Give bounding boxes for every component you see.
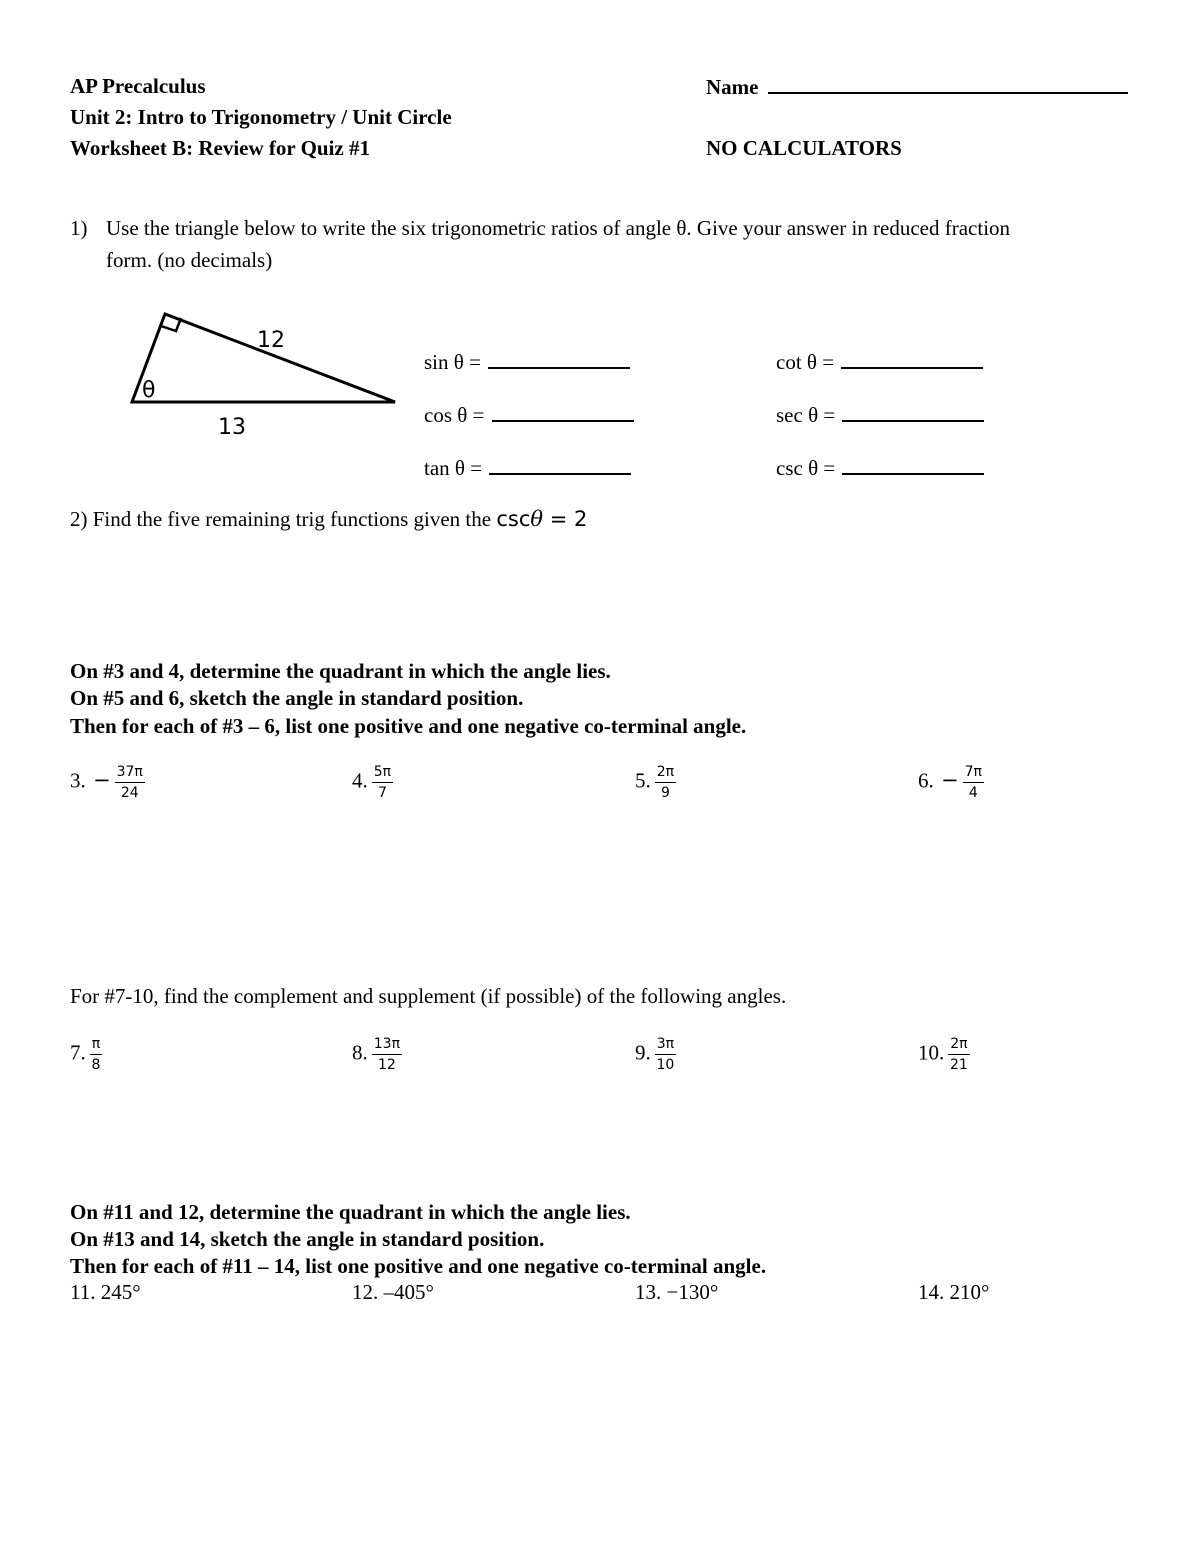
problem-3-fraction — [115, 765, 145, 800]
problem-6-sign: − — [941, 768, 959, 793]
problem-10 — [918, 1037, 970, 1072]
sec3-instruction-3: Then for each of #11 – 14, list one positive and one negative co-terminal angle. — [70, 1254, 767, 1278]
problem-6-label: 6. — [918, 768, 934, 793]
sec1-instruction-1: On #3 and 4, determine the quadrant in which the angle lies. — [70, 659, 611, 683]
ratio-cot-label: cot θ = — [776, 350, 835, 374]
problem-3-numerator: 37π — [115, 765, 145, 783]
ratio-sec-answer-line[interactable] — [842, 402, 984, 422]
problem-9-numerator: 3π — [655, 1037, 676, 1055]
ratio-tan[interactable] — [424, 455, 631, 481]
problem-13: 13. −130° — [635, 1280, 719, 1304]
problem-8 — [352, 1037, 402, 1072]
q2-text — [70, 507, 587, 532]
problem-4 — [352, 765, 393, 800]
ratio-sin-label: sin θ = — [424, 350, 481, 374]
problem-10-fraction — [948, 1037, 969, 1072]
ratio-tan-label: tan θ = — [424, 456, 483, 480]
problem-11: 11. 245° — [70, 1280, 141, 1304]
q1-text-line1: Use the triangle below to write the six trigonometric ratios of angle θ. Give your answer in reduced fraction — [106, 216, 1011, 240]
problem-6-denominator: 4 — [968, 785, 978, 801]
worksheet-title: Worksheet B: Review for Quiz #1 — [70, 136, 370, 160]
problem-6 — [918, 765, 984, 800]
problem-14: 14. 210° — [918, 1280, 990, 1304]
problem-4-label: 4. — [352, 768, 368, 793]
q1-number: 1) — [70, 216, 88, 240]
ratio-sin-answer-line[interactable] — [488, 349, 630, 369]
problem-5-numerator: 2π — [655, 765, 676, 783]
ratio-tan-answer-line[interactable] — [489, 455, 631, 475]
ratio-csc-label: csc θ = — [776, 456, 836, 480]
ratio-sec-label: sec θ = — [776, 403, 836, 427]
q2-math-rest: = 2 — [543, 507, 588, 531]
problem-10-label: 10. — [918, 1040, 945, 1065]
problem-3-label: 3. — [70, 768, 86, 793]
problem-8-label: 8. — [352, 1040, 368, 1065]
problem-7-fraction — [90, 1037, 102, 1072]
problem-9-fraction — [655, 1037, 676, 1072]
q2-text-body: 2) Find the five remaining trig functions given the — [70, 507, 497, 531]
problem-5-denominator: 9 — [660, 785, 670, 801]
problem-7 — [70, 1037, 102, 1072]
problem-10-denominator: 21 — [950, 1057, 968, 1073]
problem-10-numerator: 2π — [948, 1037, 969, 1055]
ratio-cos-answer-line[interactable] — [492, 402, 634, 422]
problem-9-denominator: 10 — [656, 1057, 675, 1073]
problem-6-fraction — [963, 765, 984, 800]
problem-9-label: 9. — [635, 1040, 651, 1065]
q1-text-line2: form. (no decimals) — [106, 248, 273, 272]
problem-12: 12. –405° — [352, 1280, 434, 1304]
problem-8-denominator: 12 — [377, 1057, 396, 1073]
problem-5-label: 5. — [635, 768, 651, 793]
no-calculators-note: NO CALCULATORS — [706, 136, 902, 160]
sec2-instruction: For #7-10, find the complement and supplement (if possible) of the following angles. — [70, 984, 787, 1008]
ratio-sin[interactable] — [424, 349, 630, 375]
problem-7-numerator: π — [90, 1037, 102, 1055]
sec1-instruction-2: On #5 and 6, sketch the angle in standard position. — [70, 686, 524, 710]
ratio-csc-answer-line[interactable] — [842, 455, 984, 475]
name-label: Name — [706, 75, 759, 99]
sec1-instruction-3: Then for each of #3 – 6, list one positive and one negative co-terminal angle. — [70, 714, 747, 738]
side-hyp-label: 12 — [257, 328, 285, 353]
problem-3 — [70, 765, 145, 800]
sec3-instruction-2: On #13 and 14, sketch the angle in standard position. — [70, 1227, 545, 1251]
problem-4-fraction — [372, 765, 393, 800]
right-triangle-diagram — [120, 305, 410, 445]
problem-8-numerator: 13π — [372, 1037, 402, 1055]
name-line[interactable] — [768, 74, 1128, 94]
side-base-label: 13 — [218, 415, 246, 440]
problem-7-denominator: 8 — [91, 1057, 101, 1073]
problem-9 — [635, 1037, 676, 1072]
problem-8-fraction — [372, 1037, 402, 1072]
problem-3-sign: − — [93, 768, 111, 793]
q2-math-var: θ — [530, 507, 544, 531]
problem-4-numerator: 5π — [372, 765, 393, 783]
problem-7-label: 7. — [70, 1040, 86, 1065]
ratio-cos[interactable] — [424, 402, 634, 428]
ratio-cos-label: cos θ = — [424, 403, 485, 427]
ratio-cot[interactable] — [776, 349, 983, 375]
problem-6-numerator: 7π — [963, 765, 984, 783]
q2-math-fn: csc — [496, 507, 531, 531]
name-field[interactable] — [706, 74, 1128, 100]
angle-theta-label: θ — [142, 378, 156, 403]
problem-4-denominator: 7 — [377, 785, 387, 801]
ratio-cot-answer-line[interactable] — [841, 349, 983, 369]
unit-title: Unit 2: Intro to Trigonometry / Unit Circle — [70, 105, 452, 129]
sec3-instruction-1: On #11 and 12, determine the quadrant in which the angle lies. — [70, 1200, 631, 1224]
problem-3-denominator: 24 — [120, 785, 139, 801]
course-title: AP Precalculus — [70, 74, 206, 98]
ratio-csc[interactable] — [776, 455, 984, 481]
problem-5 — [635, 765, 676, 800]
ratio-sec[interactable] — [776, 402, 984, 428]
problem-5-fraction — [655, 765, 676, 800]
